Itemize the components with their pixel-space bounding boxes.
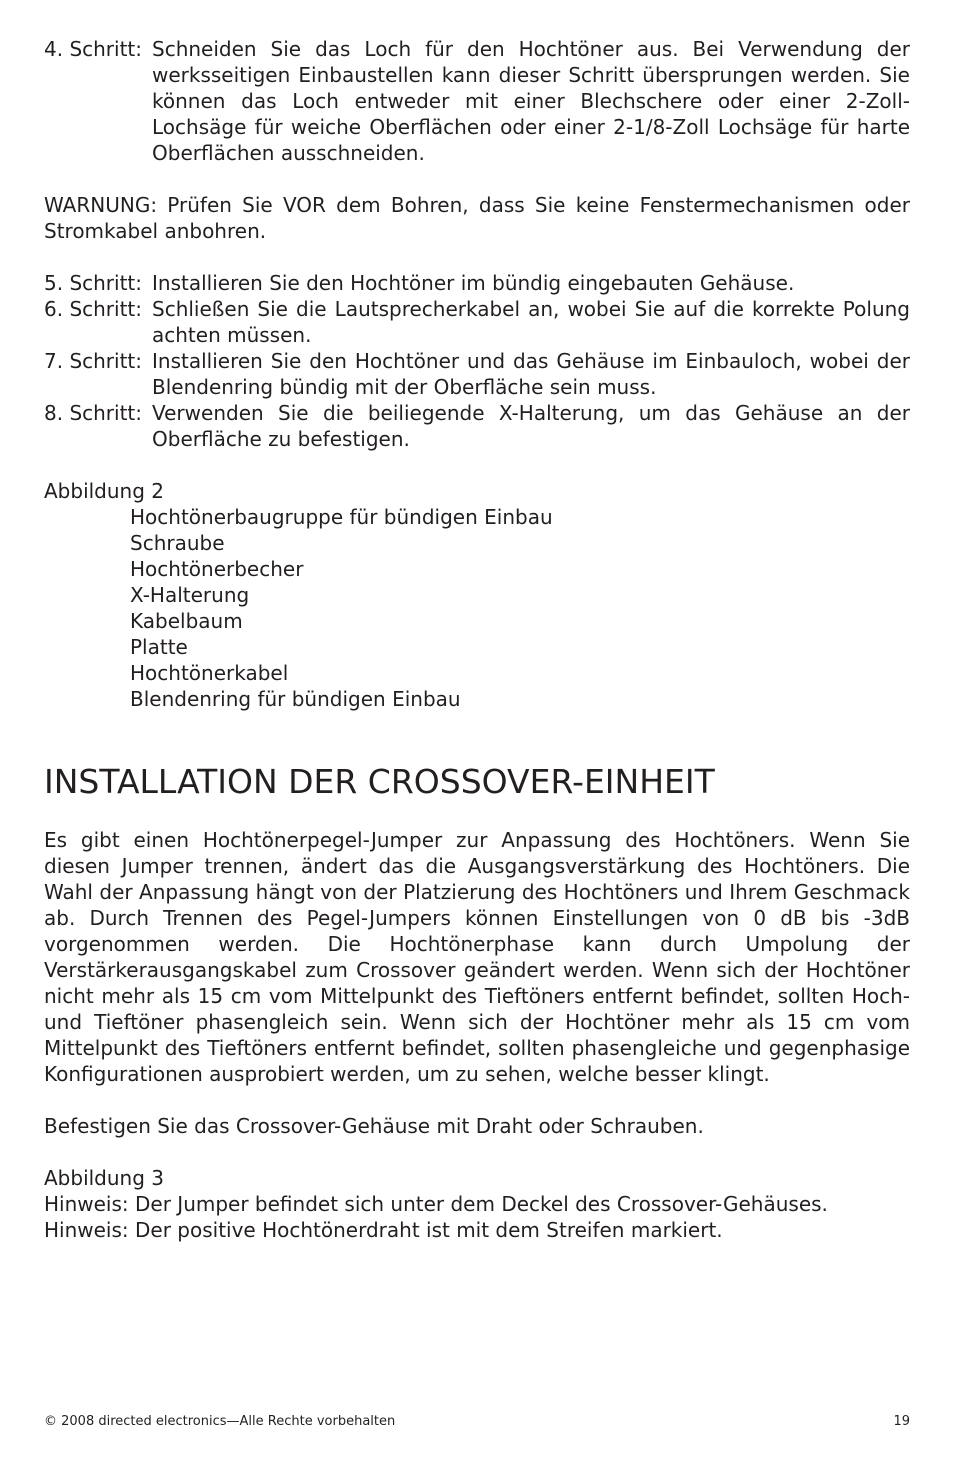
warning-text: WARNUNG: Prüfen Sie VOR dem Bohren, dass Sie keine Fenstermechanismen oder Stromkabel anbohren.	[44, 193, 910, 243]
step-text: Schließen Sie die Lautsprecherkabel an, wobei Sie auf die korrekte Polung achten müssen.	[152, 297, 910, 347]
step-label: 6. Schritt:	[44, 297, 143, 321]
section-heading: INSTALLATION DER CROSSOVER-EINHEIT	[44, 762, 715, 801]
figure-3-note: Hinweis: Der Jumper befindet sich unter dem Deckel des Crossover-Gehäuses.	[44, 1192, 828, 1216]
step-8	[44, 400, 910, 452]
figure-2-item: Hochtönerbecher	[130, 557, 304, 581]
figure-2-item: Kabelbaum	[130, 609, 243, 633]
paragraph-crossover: Es gibt einen Hochtönerpegel-Jumper zur Anpassung des Hochtöners. Wenn Sie diesen Jumper trennen, ändert das die Ausgangsverstärkung des Hochtöners. Die Wahl der Anpassung hängt von der Platzierung des Hochtöners und Ihrem Geschmack ab. Durch Trennen des Pegel-Jumpers können Einstellungen von 0 dB bis -3dB vorgenommen werden. Die Hochtönerphase kann durch Umpolung der Verstärkerausgangskabel zum Crossover geändert werden. Wenn sich der Hochtöner nicht mehr als 15 cm vom Mittelpunkt des Tieftöners entfernt befindet, sollten Hoch- und Tieftöner phasengleich sein. Wenn sich der Hochtöner mehr als 15 cm vom Mittelpunkt des Tieftöners entfernt befindet, sollten phasengleiche und gegenphasige Konfigurationen ausprobiert werden, um zu sehen, welche besser klingt.	[44, 828, 910, 1086]
figure-2-title: Abbildung 2	[44, 479, 165, 503]
figure-2-item: Hochtönerkabel	[130, 661, 289, 685]
figure-2-item: Platte	[130, 635, 188, 659]
step-text: Schneiden Sie das Loch für den Hochtöner aus. Bei Verwendung der werksseitigen Einbaustellen kann dieser Schritt übersprungen werden. Sie können das Loch entweder mit einer Blechschere oder einer 2-Zoll-Lochsäge für weiche Oberflächen oder einer 2-1/8-Zoll Lochsäge für harte Oberflächen ausschneiden.	[152, 37, 910, 165]
page-footer	[44, 1413, 910, 1431]
step-label: 5. Schritt:	[44, 271, 143, 295]
figure-2-item: Blendenring für bündigen Einbau	[130, 687, 461, 711]
figure-2-item: Hochtönerbaugruppe für bündigen Einbau	[130, 505, 553, 529]
step-label: 4. Schritt:	[44, 37, 143, 61]
step-5	[44, 270, 910, 296]
step-7	[44, 348, 910, 400]
page-number: 19	[893, 1414, 910, 1429]
figure-3-title: Abbildung 3	[44, 1166, 165, 1190]
step-4	[44, 36, 910, 166]
step-label: 7. Schritt:	[44, 349, 143, 373]
figure-2-item: X-Halterung	[130, 583, 250, 607]
step-text: Installieren Sie den Hochtöner und das Gehäuse im Einbauloch, wobei der Blendenring bündig mit der Oberfläche sein muss.	[152, 349, 910, 399]
step-text: Installieren Sie den Hochtöner im bündig eingebauten Gehäuse.	[152, 271, 795, 295]
step-label: 8. Schritt:	[44, 401, 143, 425]
copyright-text: © 2008 directed electronics—Alle Rechte vorbehalten	[44, 1414, 396, 1429]
page-content	[44, 36, 910, 1243]
paragraph-mounting: Befestigen Sie das Crossover-Gehäuse mit Draht oder Schrauben.	[44, 1114, 704, 1138]
step-6	[44, 296, 910, 348]
figure-2-item: Schraube	[130, 531, 225, 555]
figure-3-note: Hinweis: Der positive Hochtönerdraht ist mit dem Streifen markiert.	[44, 1218, 723, 1242]
step-text: Verwenden Sie die beiliegende X-Halterung, um das Gehäuse an der Oberfläche zu befestigen.	[152, 401, 910, 451]
